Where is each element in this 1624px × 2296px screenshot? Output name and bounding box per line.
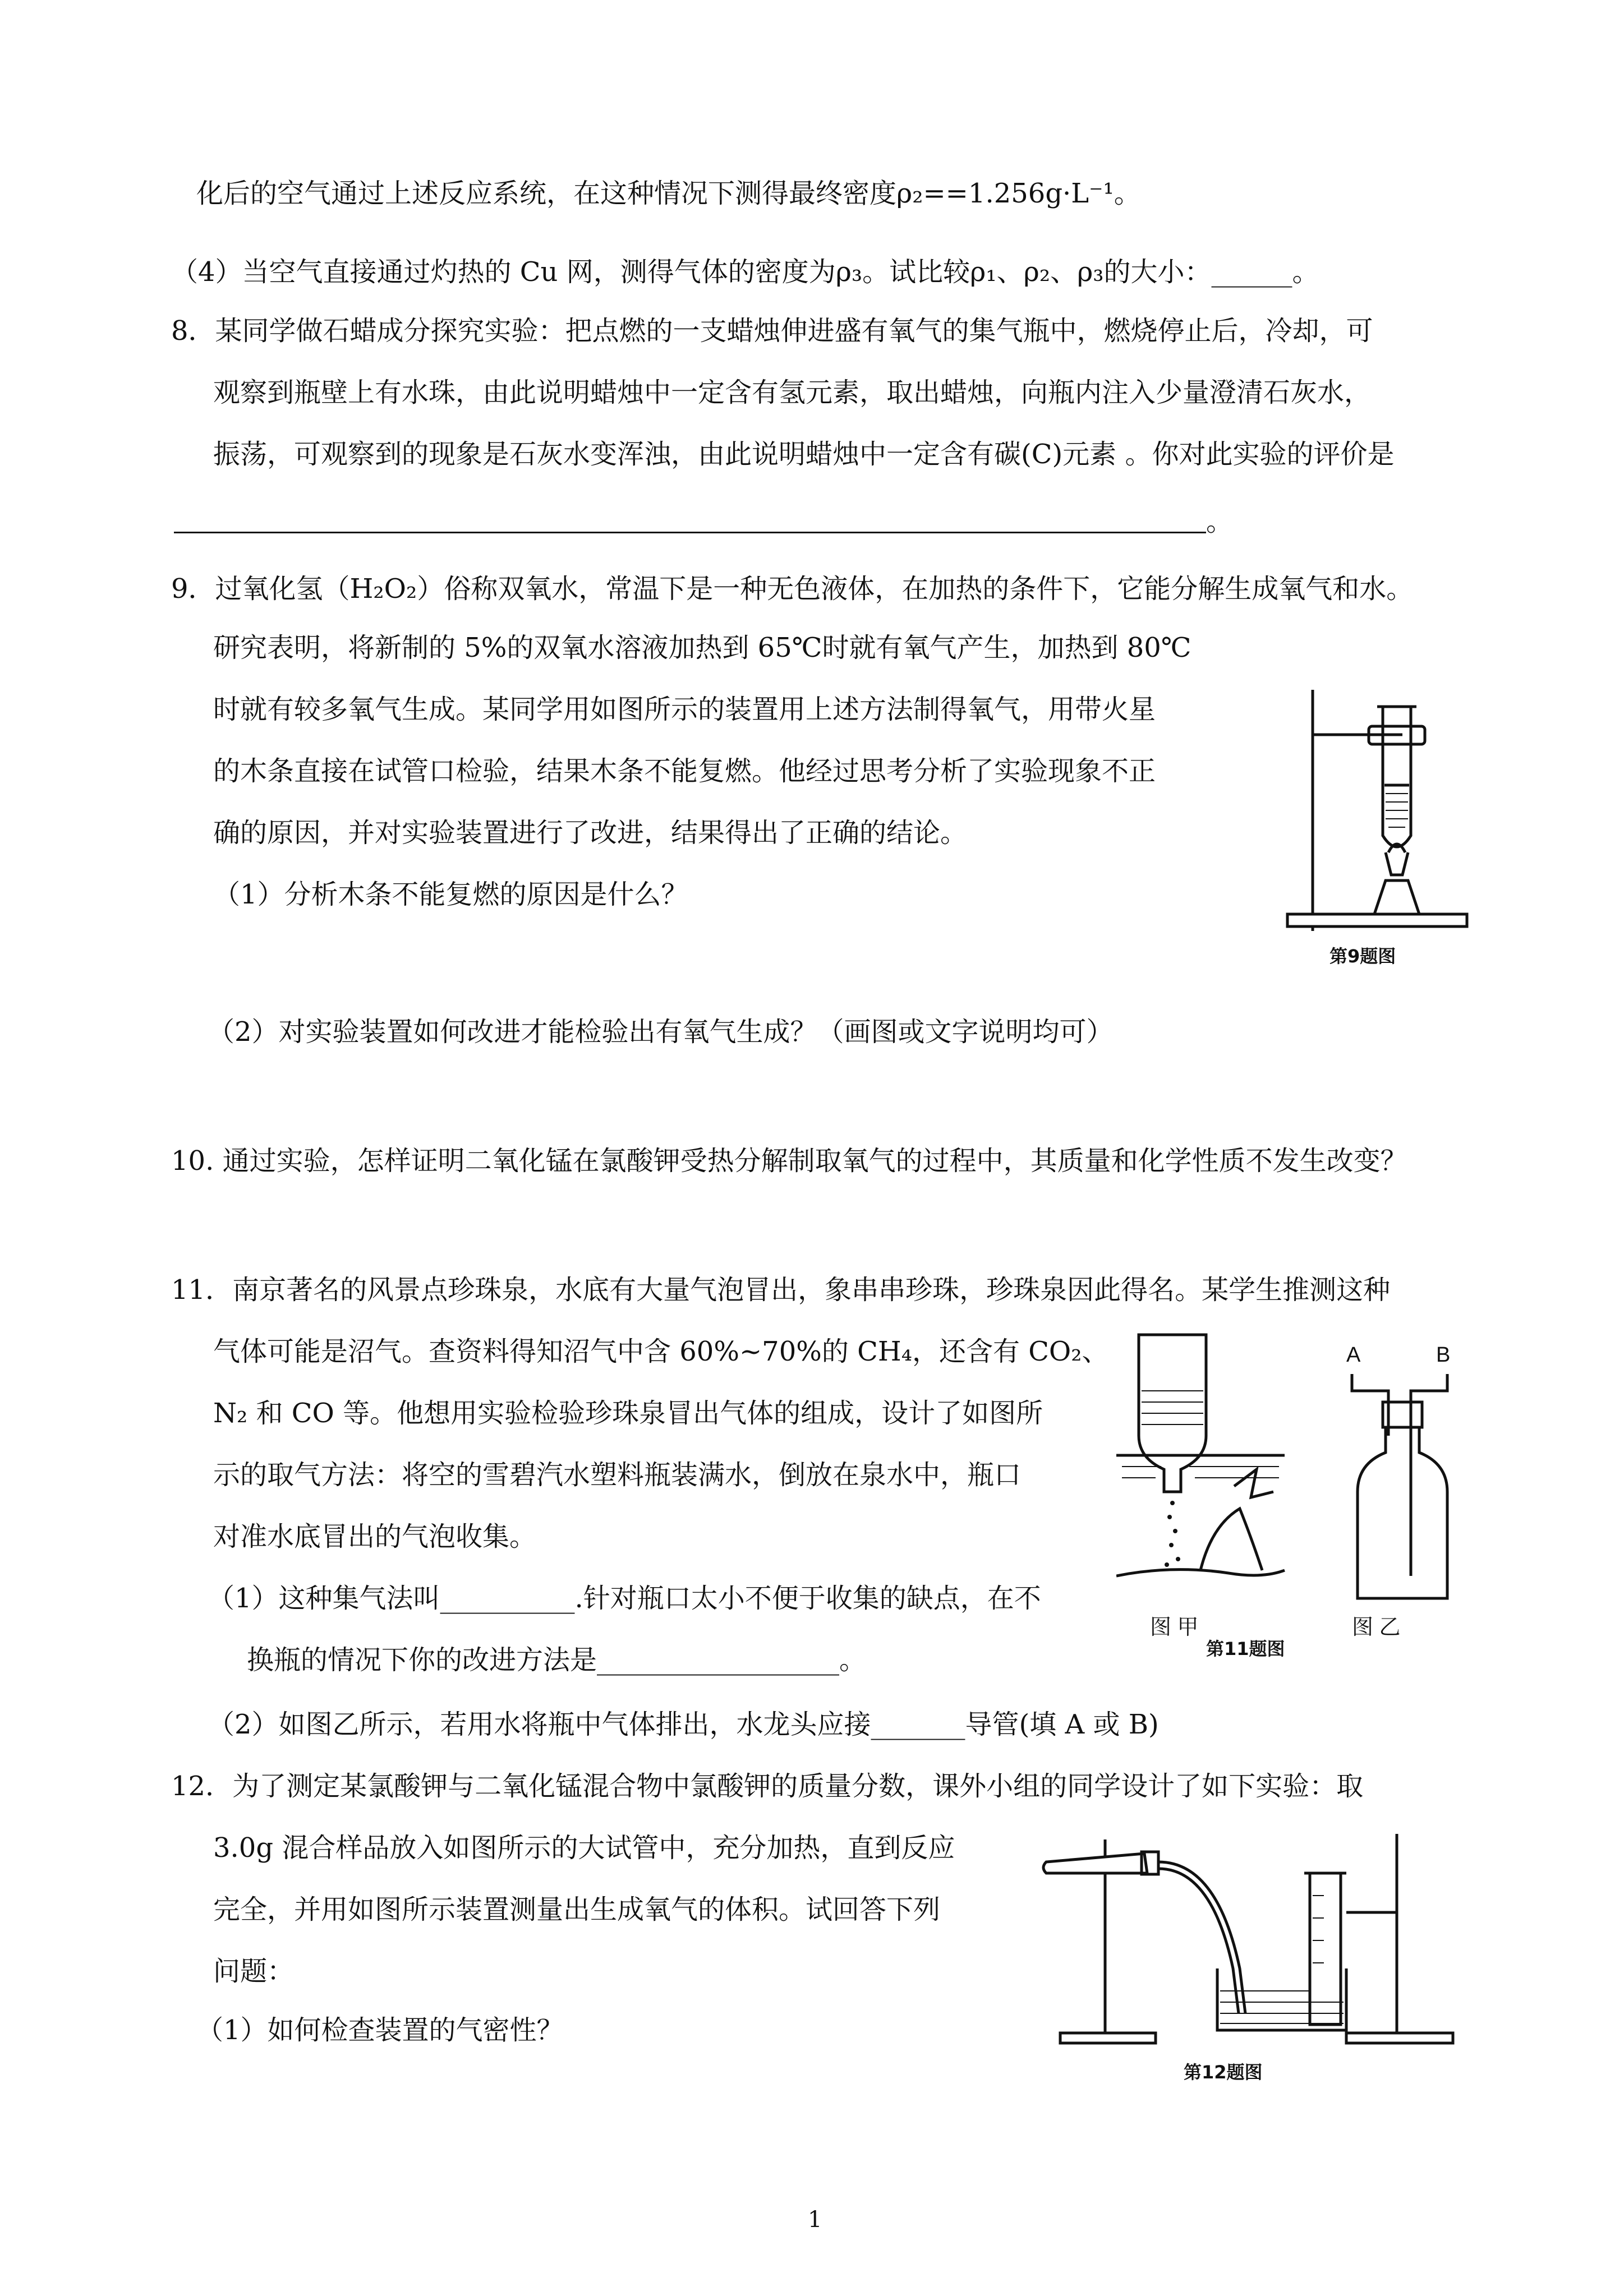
fig11-label-a: A: [1346, 1343, 1361, 1367]
text-line: （1）如何检查装置的气密性？: [196, 2014, 564, 2046]
fig11-yi-label: 图 乙: [1352, 1616, 1401, 1639]
page-number: 1: [808, 2207, 822, 2233]
text-line: （2）如图乙所示，若用水将瓶中气体排出，水龙头应接_______导管(填 A 或 B): [208, 1709, 1159, 1740]
text-line: 振荡，可观察到的现象是石灰水变浑浊，由此说明蜡烛中一定含有碳(C)元素 。你对此实验的评价是: [213, 439, 1395, 470]
fig9-caption: 第9题图: [1329, 946, 1396, 967]
text-line: N₂ 和 CO 等。他想用实验检验珍珠泉冒出气体的组成，设计了如图所: [213, 1398, 1043, 1429]
text-line: （1）这种集气法叫__________.针对瓶口太小不便于收集的缺点，在不: [208, 1583, 1041, 1614]
fig9-apparatus: [1279, 667, 1475, 937]
text-line: 的木条直接在试管口检验，结果木条不能复燃。他经过思考分析了实验现象不正: [213, 755, 1156, 787]
question-10: 10. 通过实验，怎样证明二氧化锰在氯酸钾受热分解制取氧气的过程中，其质量和化学性质不发生改变？: [171, 1145, 1407, 1177]
text-line: 化后的空气通过上述反应系统，在这种情况下测得最终密度ρ₂==1.256g·L⁻¹。: [196, 178, 1141, 209]
question-8: 8．某同学做石蜡成分探究实验：把点燃的一支蜡烛伸进盛有氧气的集气瓶中，燃烧停止后，冷却，可: [171, 315, 1373, 347]
fig11-jia-label: 图 甲: [1150, 1616, 1199, 1639]
text-line: 换瓶的情况下你的改进方法是__________________。: [247, 1644, 867, 1676]
fig11-caption: 第11题图: [1206, 1638, 1285, 1659]
fig12-caption: 第12题图: [1184, 2062, 1263, 2083]
text-line: 研究表明，将新制的 5%的双氧水溶液加热到 65℃时就有氧气产生，加热到 80℃: [213, 632, 1191, 663]
text-line: 确的原因，并对实验装置进行了改进，结果得出了正确的结论。: [213, 817, 968, 849]
fig11-jia-diagram: [1116, 1324, 1290, 1587]
fig12-apparatus: [1032, 1828, 1475, 2053]
text-line: 3.0g 混合样品放入如图所示的大试管中，充分加热，直到反应: [213, 1832, 955, 1864]
text-line: 问题：: [213, 1956, 295, 1987]
text-line: （1）分析木条不能复燃的原因是什么？: [213, 879, 688, 910]
text-line: 观察到瓶壁上有水珠，由此说明蜡烛中一定含有氢元素，取出蜡烛，向瓶内注入少量澄清石灰水，: [213, 377, 1372, 408]
text-line: 完全，并用如图所示装置测量出生成氧气的体积。试回答下列: [213, 1894, 941, 1925]
answer-blank: [174, 532, 1206, 533]
fig11-yi-diagram: [1335, 1368, 1475, 1604]
text-line: （4）当空气直接通过灼热的 Cu 网，测得气体的密度为ρ₃。试比较ρ₁、ρ₂、ρ₃的大小：______。: [171, 256, 1319, 288]
text-line: 。: [1206, 506, 1234, 537]
text-line: 气体可能是沼气。查资料得知沼气中含 60%~70%的 CH₄，还含有 CO₂、: [213, 1336, 1109, 1367]
question-11: 11．南京著名的风景点珍珠泉，水底有大量气泡冒出，象串串珍珠，珍珠泉因此得名。某学生推测这种: [171, 1274, 1391, 1306]
text-line: 对准水底冒出的气泡收集。: [213, 1521, 537, 1552]
text-line: 时就有较多氧气生成。某同学用如图所示的装置用上述方法制得氧气，用带火星: [213, 694, 1156, 725]
fig11-label-b: B: [1436, 1343, 1451, 1367]
question-9: 9．过氧化氢（H₂O₂）俗称双氧水，常温下是一种无色液体，在加热的条件下，它能分解生成氧气和水。: [171, 573, 1414, 605]
text-line: 示的取气方法：将空的雪碧汽水塑料瓶装满水，倒放在泉水中，瓶口: [213, 1459, 1022, 1491]
question-12: 12．为了测定某氯酸钾与二氧化锰混合物中氯酸钾的质量分数，课外小组的同学设计了如下实验：取: [171, 1771, 1364, 1802]
text-line: （2）对实验装置如何改进才能检验出有氧气生成？（画图或文字说明均可）: [208, 1016, 1114, 1048]
